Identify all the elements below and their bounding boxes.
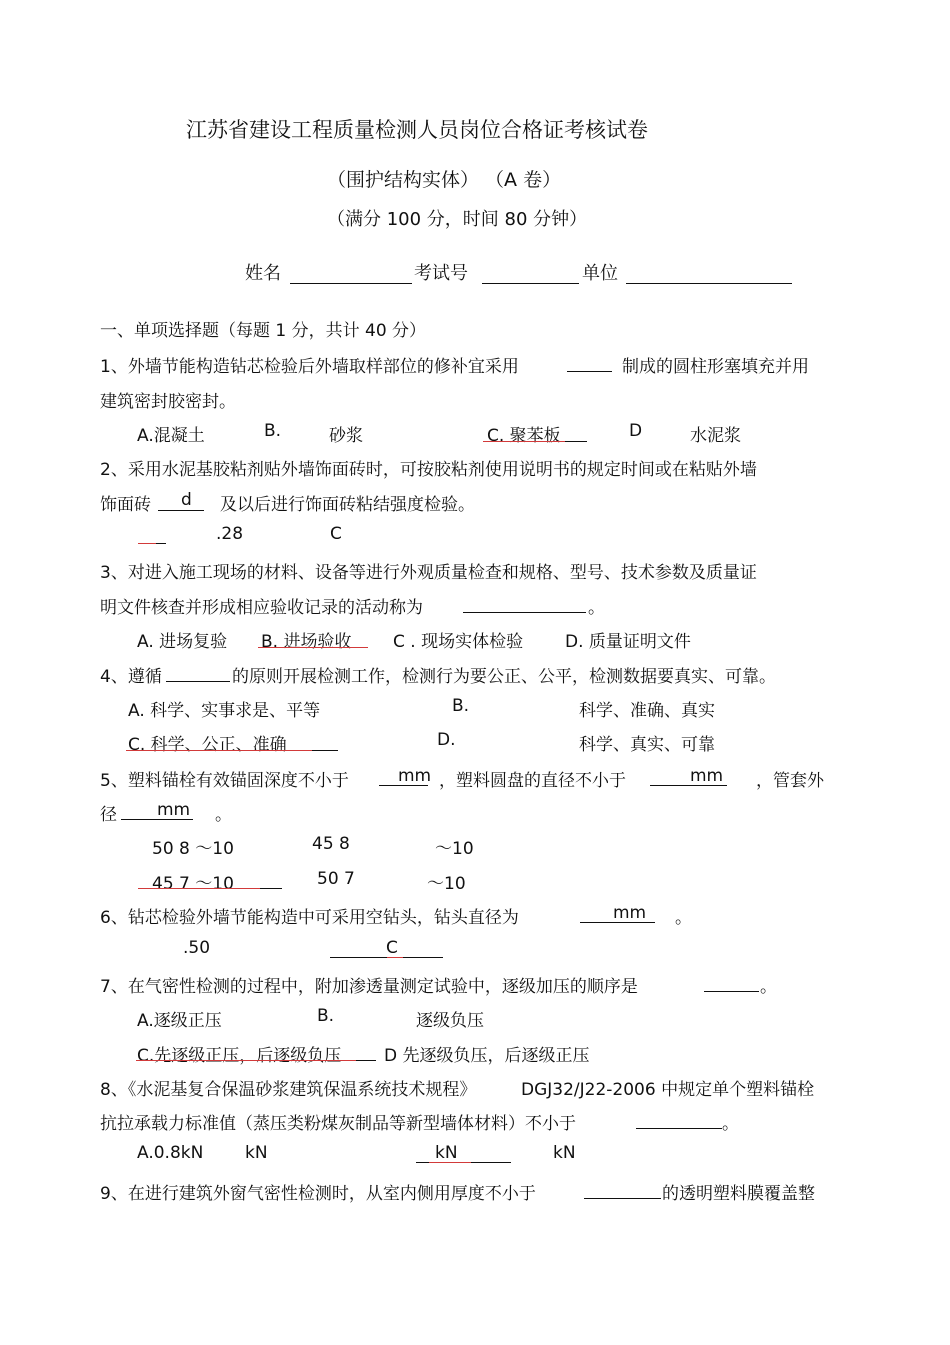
q2-text-1: 2、采用水泥基胶粘剂贴外墙饰面砖时，可按胶粘剂使用说明书的规定时间或在粘贴外墙 xyxy=(100,460,757,480)
q8-blank[interactable] xyxy=(636,1128,722,1129)
q8-text-a: 8、《水泥基复合保温砂浆建筑保温系统技术规程》 xyxy=(100,1080,477,1100)
q8-option-a: A.0.8kN xyxy=(137,1143,204,1163)
q6-blank[interactable] xyxy=(580,922,655,923)
q4-option-b: 科学、准确、真实 xyxy=(579,701,715,721)
q7-answer-mark xyxy=(136,1060,356,1061)
q7-blank[interactable] xyxy=(704,991,759,992)
q7-option-c: C.先逐级正压，后逐级负压 xyxy=(137,1046,342,1066)
q4-option-d: 科学、真实、可靠 xyxy=(579,735,715,755)
q1-blank[interactable] xyxy=(567,371,612,372)
q8-opt-underline-right xyxy=(471,1162,511,1163)
q1-option-a: A.混凝土 xyxy=(137,426,205,446)
q4-option-b-letter: B. xyxy=(452,696,470,716)
q9-blank[interactable] xyxy=(584,1198,661,1199)
q7-option-b-letter: B. xyxy=(317,1006,335,1026)
q8-option-d: kN xyxy=(553,1143,576,1163)
q4-text-b: 的原则开展检测工作，检测行为要公正、公平，检测数据要真实、可靠。 xyxy=(232,667,776,687)
q9-text-b: 的透明塑料膜覆盖整 xyxy=(662,1184,815,1204)
q8-option-c: kN xyxy=(435,1143,458,1163)
q5-blank-2[interactable] xyxy=(650,785,727,786)
name-field[interactable] xyxy=(290,283,412,284)
q5-option-2b: 50 7 xyxy=(317,869,355,889)
q6-opt-underline-right xyxy=(403,957,443,958)
q4-text-a: 4、遵循 xyxy=(100,667,162,687)
exam-title: 江苏省建设工程质量检测人员岗位合格证考核试卷 xyxy=(186,118,648,142)
q1-option-c: C. 聚苯板 xyxy=(487,426,561,446)
q7-option-b: 逐级负压 xyxy=(416,1011,484,1031)
q2-text-2b: 及以后进行饰面砖粘结强度检验。 xyxy=(220,495,475,515)
q3-text-1: 3、对进入施工现场的材料、设备等进行外观质量检查和规格、型号、技术参数及质量证 xyxy=(100,563,757,583)
q5-option-2a: 45 7 ～10 xyxy=(152,874,234,894)
q9-text-a: 9、在进行建筑外窗气密性检测时，从室内侧用厚度不小于 xyxy=(100,1184,536,1204)
q3-option-a: A. 进场复验 xyxy=(137,632,228,652)
q5-blank-3[interactable] xyxy=(121,819,193,820)
q1-answer-underline-tail xyxy=(565,441,587,442)
q2-blank[interactable] xyxy=(158,510,204,511)
q6-text-b: 。 xyxy=(675,908,692,928)
q2-option-2: C xyxy=(330,524,342,544)
q1-option-b-letter: B. xyxy=(264,421,282,441)
q8-option-b: kN xyxy=(245,1143,268,1163)
q2-opt-underline xyxy=(156,543,166,544)
score-time: （满分 100 分，时间 80 分钟） xyxy=(327,209,588,230)
q5-option-1b: 45 8 xyxy=(312,834,350,854)
q3-option-c: C . 现场实体检验 xyxy=(393,632,524,652)
q1-option-d-letter: D xyxy=(629,421,643,441)
q3-text-end: 。 xyxy=(588,598,605,618)
q3-blank[interactable] xyxy=(463,612,586,613)
q5-blank-1[interactable] xyxy=(379,785,428,786)
q5-text-2a: 径 xyxy=(100,805,117,825)
q5-option-2c: ～10 xyxy=(427,874,466,894)
q5-option-1a: 50 8 ～10 xyxy=(152,839,234,859)
q5-text-a: 5、塑料锚栓有效锚固深度不小于 xyxy=(100,771,349,791)
q7-option-d: D 先逐级负压，后逐级正压 xyxy=(384,1046,590,1066)
q1-text-2: 建筑密封胶密封。 xyxy=(100,392,236,412)
exam-subtitle: （围护结构实体） （A 卷） xyxy=(327,169,562,191)
q6-option-1: .50 xyxy=(183,938,211,958)
section-heading: 一、单项选择题（每题 1 分，共计 40 分） xyxy=(100,321,427,341)
q3-option-b: B. 进场验收 xyxy=(261,632,352,652)
q1-option-d: 水泥浆 xyxy=(690,426,741,446)
q8-opt-underline-left xyxy=(416,1162,429,1163)
exam-no-field[interactable] xyxy=(482,283,579,284)
q5-option-1c: ～10 xyxy=(435,839,474,859)
q2-answer-mark xyxy=(138,543,156,544)
q7-opt-underline xyxy=(356,1060,376,1061)
q4-option-c: C. 科学、公正、准确 xyxy=(128,735,287,755)
unit-field[interactable] xyxy=(626,283,792,284)
q2-text-2a: 饰面砖 xyxy=(100,495,151,515)
q5-answer-mark xyxy=(138,888,260,889)
q5-text-b: ，塑料圆盘的直径不小于 xyxy=(439,771,626,791)
q5-opt-underline xyxy=(260,888,282,889)
q6-answer-mark xyxy=(387,957,403,958)
q7-text: 7、在气密性检测的过程中，附加渗透量测定试验中，逐级加压的顺序是 xyxy=(100,977,638,997)
q5-text-2b: 。 xyxy=(215,805,232,825)
unit-label: 单位 xyxy=(582,263,618,284)
q1-option-b: 砂浆 xyxy=(329,426,363,446)
q4-option-a: A. 科学、实事求是、平等 xyxy=(128,701,321,721)
q3-option-d: D. 质量证明文件 xyxy=(565,632,691,652)
q4-option-d-letter: D. xyxy=(437,730,456,750)
q6-text-a: 6、钻芯检验外墙节能构造中可采用空钻头，钻头直径为 xyxy=(100,908,519,928)
q3-text-2: 明文件核查并形成相应验收记录的活动称为 xyxy=(100,598,423,618)
q3-answer-mark xyxy=(258,647,368,648)
q6-unit: mm xyxy=(613,903,647,923)
q4-answer-mark xyxy=(126,750,312,751)
q6-opt-underline-left xyxy=(330,957,387,958)
exam-no-label: 考试号 xyxy=(414,263,468,284)
q5-unit-2: mm xyxy=(690,766,724,786)
q8-text-2: 抗拉承载力标准值（蒸压类粉煤灰制品等新型墙体材料）不小于 xyxy=(100,1114,576,1134)
q1-answer-mark xyxy=(483,441,565,442)
q5-unit-3: mm xyxy=(157,800,191,820)
q1-text-a: 1、外墙节能构造钻芯检验后外墙取样部位的修补宜采用 xyxy=(100,357,519,377)
q1-text-b: 制成的圆柱形塞填充并用 xyxy=(622,357,809,377)
q5-text-c: ，管套外 xyxy=(756,771,824,791)
name-label: 姓名 xyxy=(245,263,281,284)
q2-answer: d xyxy=(181,490,192,510)
q7-option-a: A.逐级正压 xyxy=(137,1011,222,1031)
q4-opt-underline xyxy=(312,750,338,751)
q4-blank[interactable] xyxy=(166,681,230,682)
q8-text-b: DGJ32/J22-2006 中规定单个塑料锚栓 xyxy=(521,1080,815,1100)
q2-option-1: .28 xyxy=(216,524,244,544)
q5-unit-1: mm xyxy=(398,766,432,786)
q8-text-end: 。 xyxy=(722,1114,739,1134)
q8-answer-mark xyxy=(429,1162,471,1163)
q6-option-2: C xyxy=(386,938,398,958)
q7-text-end: 。 xyxy=(760,977,777,997)
